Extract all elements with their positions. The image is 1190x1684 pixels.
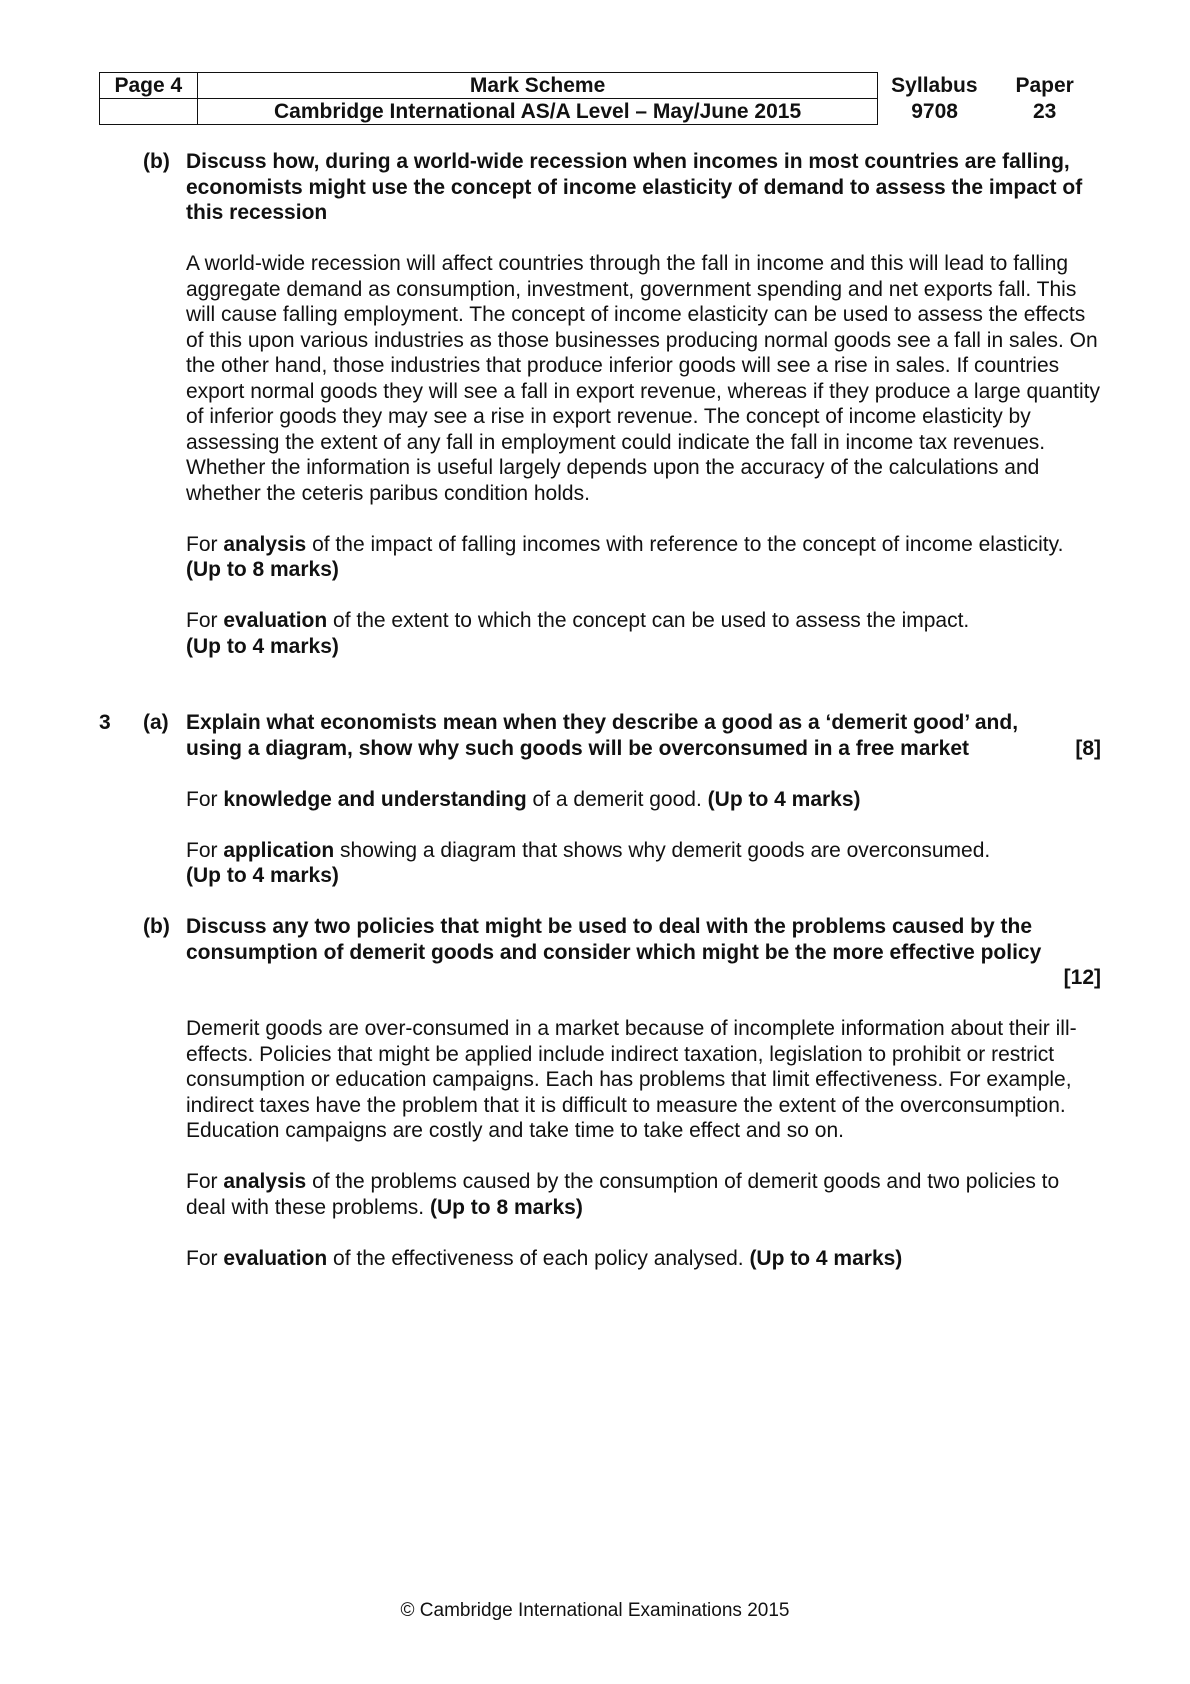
criterion-description: of a demerit good. [526, 787, 708, 811]
criterion-keyword: analysis [223, 1170, 307, 1193]
answer-text: A world-wide recession will affect countries through the fall in income and this will lead to falling aggregate demand as consumption, investment, government spending and net exports fall. This will cause falling employment. The concept of income elasticity can be used to assess the effects of this upon various industries as those businesses producing normal goods see a fall in sales. On the other hand, those industries that produce inferior goods will see a rise in sales. If countries export normal goods they will see a fall in export revenue, whereas if they produce a large quantity of inferior goods they may see a rise in export revenue. The concept of income elasticity by assessing the extent of any fall in employment could indicate the fall in income tax revenues. Whether the information is useful largely depends upon the accuracy of the calculations and whether the ceteris paribus condition holds. [186, 252, 1101, 505]
analysis-criterion [186, 532, 1101, 583]
document-title: Mark Scheme [197, 73, 878, 99]
criterion-marks: (Up to 8 marks) [429, 1195, 583, 1219]
criterion-keyword: knowledge and understanding [223, 787, 527, 811]
syllabus-value: 9708 [911, 100, 958, 123]
question-3a [99, 710, 1101, 761]
copyright-footer: © Cambridge International Examinations 2015 [400, 1600, 790, 1621]
criterion-description: of the impact of falling incomes with reference to the concept of income elasticity. [306, 532, 1064, 556]
criterion-prefix: For [186, 1170, 224, 1193]
spacer [99, 889, 1101, 915]
criterion-prefix: For [186, 1246, 224, 1270]
question-text: Discuss how, during a world-wide recession when incomes in most countries are falling, economists might use the concept of income elasticity of demand to assess the impact of this recession [186, 150, 1083, 224]
answer-text: Demerit goods are over-consumed in a market because of incomplete information about their ill-effects. Policies that might be applied include indirect taxation, legislation to prohibit or restrict consumption or education campaigns. Each has problems that limit effectiveness. For example, indirect taxes have the problem that it is difficult to measure the extent of the overconsumption. Education campaigns are costly and take time to take effect and so on. [186, 1017, 1077, 1142]
page-blank-cell [100, 99, 198, 125]
document-subtitle: Cambridge International AS/A Level – May/June 2015 [197, 99, 878, 125]
question-part-label: (b) [143, 150, 170, 173]
evaluation-criterion [186, 1246, 1101, 1272]
criterion-marks: (Up to 8 marks) [186, 558, 339, 581]
question-part-label: (a) [143, 711, 169, 734]
criterion-description: of the problems caused by the consumption of demerit goods and two policies to deal with these problems. [186, 1170, 1060, 1219]
paper-label: Paper [1015, 74, 1074, 97]
question-3b [99, 914, 1101, 991]
criterion-marks: (Up to 4 marks) [749, 1246, 903, 1270]
criterion-marks: (Up to 4 marks) [707, 787, 861, 811]
criterion-description: showing a diagram that shows why demerit goods are overconsumed. [334, 838, 991, 862]
criterion-prefix: For [186, 532, 224, 556]
application-criterion [186, 838, 1101, 889]
paper-value: 23 [1032, 100, 1057, 123]
mark-scheme-content [99, 149, 1101, 1271]
criterion-description: of the effectiveness of each policy analysed. [327, 1246, 750, 1270]
question-marks: [12] [1063, 966, 1101, 989]
question-part-label: (b) [143, 915, 170, 938]
question-body: Explain what economists mean when they describe a good as a ‘demerit good’ and, using a diagram, show why such goods will be overconsumed in a free market [186, 711, 1019, 760]
knowledge-criterion [186, 787, 1101, 813]
question-text [186, 710, 1101, 761]
criterion-prefix: For [186, 838, 224, 862]
criterion-keyword: application [223, 838, 335, 862]
question-2b [99, 149, 1101, 226]
criterion-keyword: analysis [223, 532, 307, 556]
syllabus-label: Syllabus [891, 74, 978, 97]
criterion-description: of the extent to which the concept can be used to assess the impact. [327, 609, 970, 632]
page-label: Page 4 [100, 73, 198, 99]
question-number: 3 [99, 711, 111, 734]
question-text: Discuss any two policies that might be used to deal with the problems caused by the consumption of demerit goods and consider which might be the more effective policy [186, 915, 1042, 964]
analysis-criterion [186, 1169, 1101, 1220]
criterion-keyword: evaluation [223, 1246, 328, 1270]
header-table [99, 72, 1099, 125]
evaluation-criterion [186, 608, 1101, 659]
criterion-keyword: evaluation [223, 609, 328, 632]
criterion-marks: (Up to 4 marks) [186, 864, 339, 887]
criterion-marks: (Up to 4 marks) [186, 634, 339, 658]
question-marks: [8] [1075, 736, 1101, 760]
spacer [99, 659, 1101, 710]
criterion-prefix: For [186, 787, 224, 811]
criterion-prefix: For [186, 609, 224, 632]
